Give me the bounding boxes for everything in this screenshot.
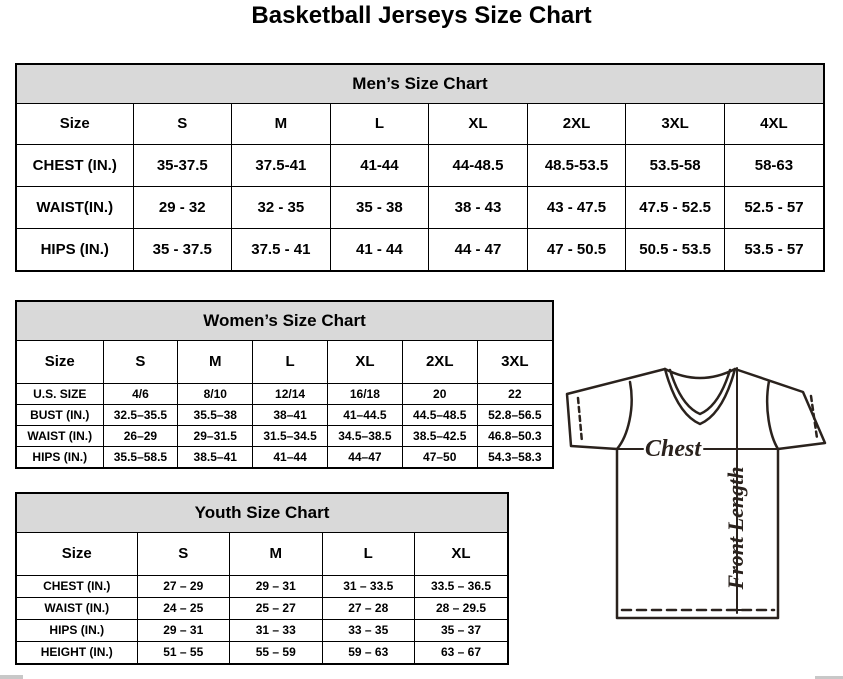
column-header: 2XL [527, 104, 626, 144]
size-value-cell: 16/18 [327, 383, 402, 404]
table-row [17, 575, 507, 597]
size-value-cell: 29 – 31 [230, 575, 323, 597]
row-label: U.S. SIZE [17, 383, 103, 404]
size-value-cell: 4/6 [103, 383, 178, 404]
row-label: WAIST(IN.) [17, 186, 133, 228]
size-value-cell: 63 – 67 [415, 641, 508, 663]
page-title: Basketball Jerseys Size Chart [251, 2, 592, 29]
size-value-cell: 32 - 35 [232, 186, 331, 228]
size-value-cell: 26–29 [103, 425, 178, 446]
size-value-cell: 38.5–42.5 [402, 425, 477, 446]
size-value-cell: 53.5-58 [626, 144, 725, 186]
size-value-cell: 35-37.5 [133, 144, 232, 186]
size-value-cell: 43 - 47.5 [527, 186, 626, 228]
size-value-cell: 54.3–58.3 [477, 446, 552, 467]
womens-chart-title: Women’s Size Chart [17, 302, 552, 341]
size-value-cell: 59 – 63 [322, 641, 415, 663]
size-value-cell: 29 – 31 [137, 619, 230, 641]
column-header: Size [17, 341, 103, 383]
size-value-cell: 27 – 29 [137, 575, 230, 597]
size-value-cell: 34.5–38.5 [327, 425, 402, 446]
jersey-outline [567, 369, 825, 618]
size-value-cell: 58-63 [724, 144, 823, 186]
table-row [17, 425, 552, 446]
table-row [17, 446, 552, 467]
jersey-measurement-diagram [558, 356, 842, 622]
mens-chart-title: Men’s Size Chart [17, 65, 823, 104]
youth-size-chart [15, 492, 509, 665]
size-value-cell: 20 [402, 383, 477, 404]
right-cuff-dashed-line [811, 396, 817, 438]
row-label: HIPS (IN.) [17, 228, 133, 270]
size-value-cell: 32.5–35.5 [103, 404, 178, 425]
column-header: Size [17, 533, 137, 575]
table-row [17, 597, 507, 619]
size-value-cell: 37.5-41 [232, 144, 331, 186]
column-header: L [330, 104, 429, 144]
size-value-cell: 28 – 29.5 [415, 597, 508, 619]
size-value-cell: 38–41 [253, 404, 328, 425]
column-header: 3XL [477, 341, 552, 383]
size-value-cell: 31 – 33 [230, 619, 323, 641]
size-value-cell: 44 - 47 [429, 228, 528, 270]
size-value-cell: 22 [477, 383, 552, 404]
row-label: BUST (IN.) [17, 404, 103, 425]
womens-size-table [17, 341, 552, 467]
size-value-cell: 41–44 [253, 446, 328, 467]
size-value-cell: 50.5 - 53.5 [626, 228, 725, 270]
column-header: 3XL [626, 104, 725, 144]
row-label: CHEST (IN.) [17, 575, 137, 597]
column-header: S [137, 533, 230, 575]
row-label: WAIST (IN.) [17, 597, 137, 619]
size-value-cell: 31.5–34.5 [253, 425, 328, 446]
size-value-cell: 48.5-53.5 [527, 144, 626, 186]
chest-label: Chest [644, 436, 702, 462]
size-value-cell: 38.5–41 [178, 446, 253, 467]
size-value-cell: 52.8–56.5 [477, 404, 552, 425]
column-header: Size [17, 104, 133, 144]
size-value-cell: 24 – 25 [137, 597, 230, 619]
mens-size-chart [15, 63, 825, 272]
table-row [17, 383, 552, 404]
womens-size-chart [15, 300, 554, 469]
size-value-cell: 44–47 [327, 446, 402, 467]
column-header: 2XL [402, 341, 477, 383]
vneck-inner-line [670, 370, 730, 414]
table-row [17, 641, 507, 663]
size-value-cell: 47–50 [402, 446, 477, 467]
size-value-cell: 35.5–58.5 [103, 446, 178, 467]
row-label: WAIST (IN.) [17, 425, 103, 446]
table-row [17, 144, 823, 186]
size-value-cell: 47.5 - 52.5 [626, 186, 725, 228]
size-value-cell: 53.5 - 57 [724, 228, 823, 270]
column-header: M [230, 533, 323, 575]
row-label: HEIGHT (IN.) [17, 641, 137, 663]
table-row [17, 186, 823, 228]
right-sleeve-seam [767, 381, 778, 449]
size-value-cell: 35 - 37.5 [133, 228, 232, 270]
column-header: M [232, 104, 331, 144]
bottom-left-fragment [0, 675, 23, 679]
column-header-row [17, 341, 552, 383]
size-value-cell: 47 - 50.5 [527, 228, 626, 270]
size-value-cell: 44-48.5 [429, 144, 528, 186]
column-header: S [103, 341, 178, 383]
column-header-row [17, 104, 823, 144]
column-header: 4XL [724, 104, 823, 144]
size-value-cell: 29 - 32 [133, 186, 232, 228]
size-value-cell: 37.5 - 41 [232, 228, 331, 270]
row-label: CHEST (IN.) [17, 144, 133, 186]
size-value-cell: 12/14 [253, 383, 328, 404]
size-value-cell: 8/10 [178, 383, 253, 404]
table-row [17, 619, 507, 641]
size-value-cell: 35.5–38 [178, 404, 253, 425]
size-value-cell: 46.8–50.3 [477, 425, 552, 446]
left-sleeve-seam [617, 382, 632, 449]
size-value-cell: 25 – 27 [230, 597, 323, 619]
column-header: XL [415, 533, 508, 575]
size-value-cell: 44.5–48.5 [402, 404, 477, 425]
column-header: L [322, 533, 415, 575]
column-header: L [253, 341, 328, 383]
front-length-label: Front Length [723, 466, 748, 590]
column-header: S [133, 104, 232, 144]
size-value-cell: 35 – 37 [415, 619, 508, 641]
column-header: XL [429, 104, 528, 144]
row-label: HIPS (IN.) [17, 619, 137, 641]
table-row [17, 404, 552, 425]
size-value-cell: 41-44 [330, 144, 429, 186]
youth-size-table [17, 533, 507, 663]
column-header-row [17, 533, 507, 575]
size-value-cell: 55 – 59 [230, 641, 323, 663]
jersey-diagram-svg [558, 356, 842, 622]
size-value-cell: 31 – 33.5 [322, 575, 415, 597]
size-value-cell: 33.5 – 36.5 [415, 575, 508, 597]
youth-chart-title: Youth Size Chart [17, 494, 507, 533]
column-header: M [178, 341, 253, 383]
size-value-cell: 38 - 43 [429, 186, 528, 228]
size-value-cell: 41 - 44 [330, 228, 429, 270]
size-value-cell: 51 – 55 [137, 641, 230, 663]
size-value-cell: 52.5 - 57 [724, 186, 823, 228]
mens-size-table [17, 104, 823, 270]
size-value-cell: 27 – 28 [322, 597, 415, 619]
row-label: HIPS (IN.) [17, 446, 103, 467]
size-value-cell: 35 - 38 [330, 186, 429, 228]
table-row [17, 228, 823, 270]
size-value-cell: 33 – 35 [322, 619, 415, 641]
collar-back-arc [665, 369, 735, 378]
column-header: XL [327, 341, 402, 383]
size-value-cell: 41–44.5 [327, 404, 402, 425]
left-cuff-dashed-line [578, 398, 582, 442]
size-value-cell: 29–31.5 [178, 425, 253, 446]
